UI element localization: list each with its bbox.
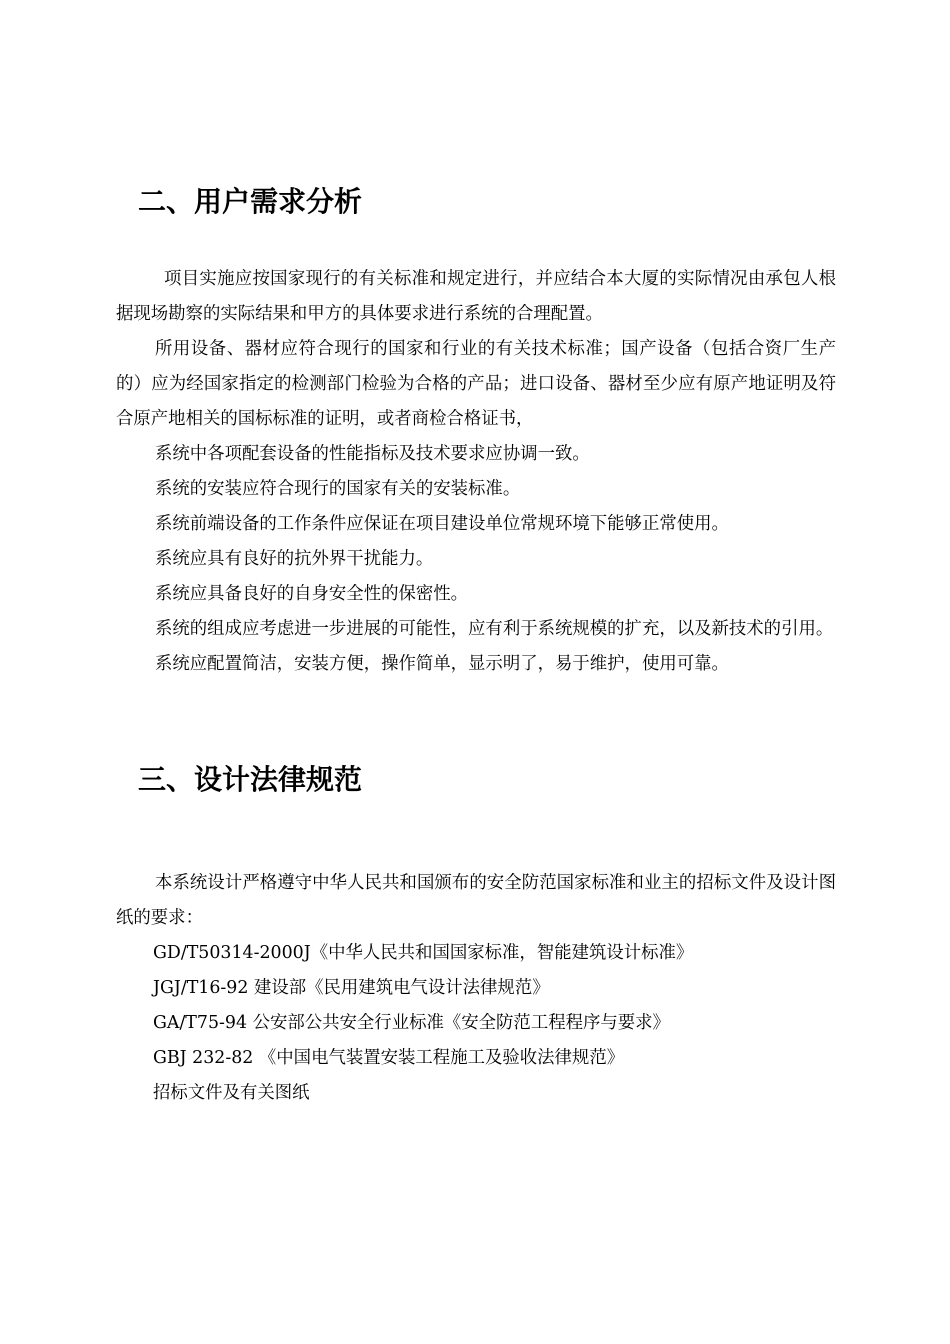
paragraph: 系统应具有良好的抗外界干扰能力。 [155, 549, 434, 569]
paragraph: 系统中各项配套设备的性能指标及技术要求应协调一致。 [155, 444, 590, 464]
standard-item: JGJ/T16-92 建设部《民用建筑电气设计法律规范》 [153, 978, 550, 998]
standard-item: GBJ 232-82 《中国电气装置安装工程施工及验收法律规范》 [153, 1048, 625, 1068]
section-body-user-needs [116, 262, 836, 682]
section-body-design-codes [116, 866, 836, 1111]
paragraph: 项目实施应按国家现行的有关标准和规定进行，并应结合本大厦的实际情况由承包人根据现场勘察的实际结果和甲方的具体要求进行系统的合理配置。 [116, 269, 836, 324]
intro-paragraph: 本系统设计严格遵守中华人民共和国颁布的安全防范国家标准和业主的招标文件及设计图纸的要求： [116, 873, 836, 928]
paragraph: 系统应配置简洁，安装方便，操作简单，显示明了，易于维护，使用可靠。 [155, 654, 729, 674]
paragraph: 所用设备、器材应符合现行的国家和行业的有关技术标准；国产设备（包括合资厂生产的）应为经国家指定的检测部门检验为合格的产品；进口设备、器材至少应有原产地证明及符合原产地相关的国标标准的证明，或者商检合格证书， [116, 339, 836, 429]
section-heading-design-codes: 三、设计法律规范 [138, 763, 363, 796]
paragraph: 系统的安装应符合现行的国家有关的安装标准。 [155, 479, 521, 499]
standard-item: 招标文件及有关图纸 [153, 1083, 310, 1103]
standard-item: GD/T50314-2000J《中华人民共和国国家标准，智能建筑设计标准》 [153, 943, 694, 963]
standard-item: GA/T75-94 公安部公共安全行业标准《安全防范工程程序与要求》 [153, 1013, 670, 1033]
paragraph: 系统前端设备的工作条件应保证在项目建设单位常规环境下能够正常使用。 [155, 514, 729, 534]
section-heading-user-needs: 二、用户需求分析 [138, 185, 363, 218]
paragraph: 系统应具备良好的自身安全性的保密性。 [155, 584, 469, 604]
paragraph: 系统的组成应考虑进一步进展的可能性，应有利于系统规模的扩充，以及新技术的引用。 [155, 619, 834, 639]
